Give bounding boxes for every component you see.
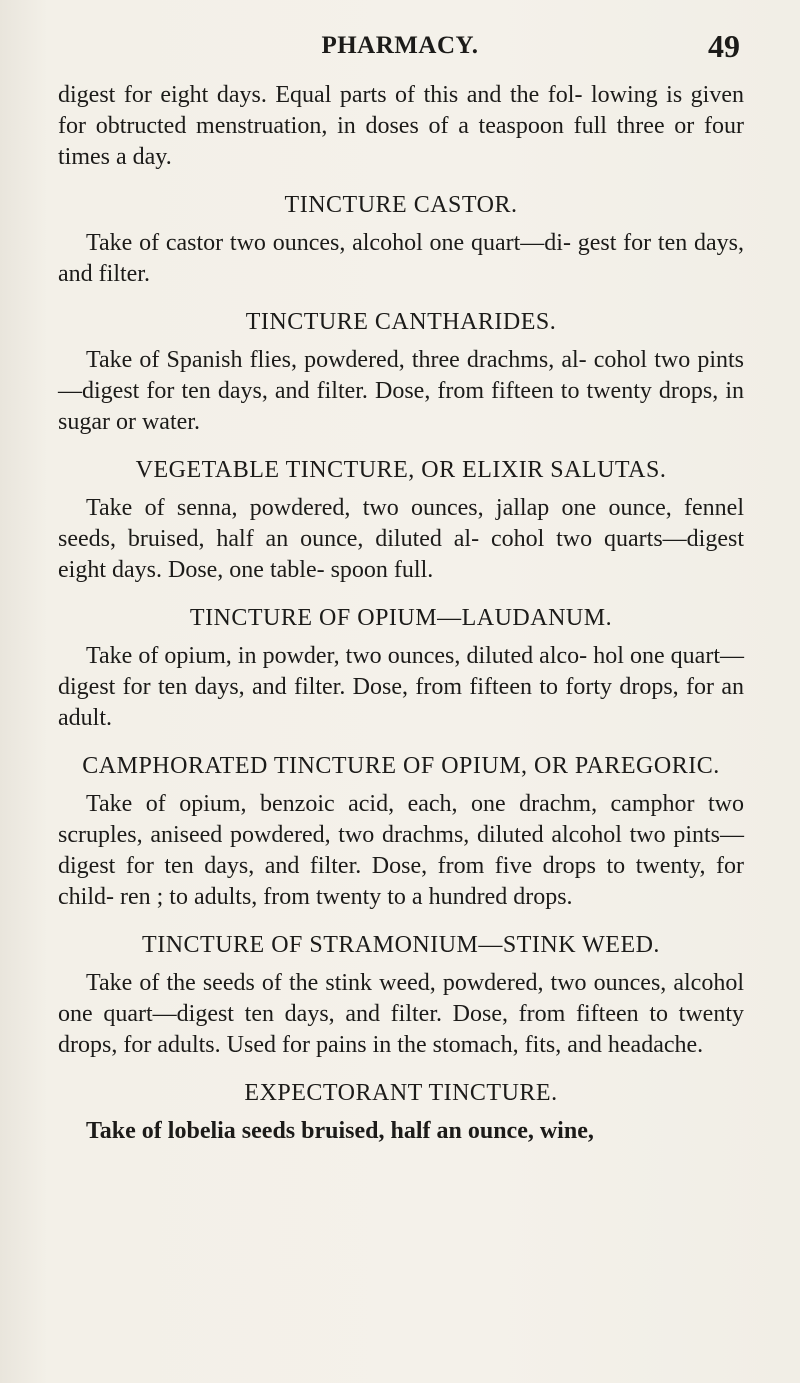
section-text-stramonium: Take of the seeds of the stink weed, powdered, two ounces, alcohol one quart—digest ten days, and filter. Dose, from fifteen to twenty drops, for adults. Used for pains in the stomach, fits, and headache. [58, 970, 744, 1058]
section-text-tincture-cantharides: Take of Spanish flies, powdered, three drachms, al- cohol two pints—digest for ten days, and filter. Dose, from fifteen to twenty drops, in sugar or water. [58, 347, 744, 435]
running-head [60, 28, 740, 72]
section-heading-stramonium: TINCTURE OF STRAMONIUM—STINK WEED. [142, 932, 660, 958]
section-text-tincture-castor: Take of castor two ounces, alcohol one quart—di- gest for ten days, and filter. [58, 230, 744, 287]
section-heading-vegetable-tincture: VEGETABLE TINCTURE, OR ELIXIR SALUTAS. [135, 457, 667, 483]
section-heading-laudanum: TINCTURE OF OPIUM—LAUDANUM. [189, 605, 613, 631]
section-heading-tincture-castor: TINCTURE CASTOR. [284, 192, 518, 218]
section-text-laudanum: Take of opium, in powder, two ounces, diluted alco- hol one quart—digest for ten days, and filter. Dose, from fifteen to forty drops, for an adult. [58, 643, 744, 731]
section-heading-paregoric: CAMPHORATED TINCTURE OF OPIUM, OR PAREGORIC. [82, 753, 720, 779]
page-number: 49 [708, 28, 740, 64]
section-heading-expectorant-tincture: EXPECTORANT TINCTURE. [244, 1080, 558, 1106]
running-title: PHARMACY. [321, 32, 479, 59]
section-text-expectorant-tincture: Take of lobelia seeds bruised, half an ounce, wine, [86, 1118, 594, 1144]
page-body [58, 80, 744, 1147]
section-heading-tincture-cantharides: TINCTURE CANTHARIDES. [245, 309, 557, 335]
opening-paragraph: digest for eight days. Equal parts of this and the fol- lowing is given for obtructed menstruation, in doses of a teaspoon full three or four times a day. [58, 82, 744, 170]
section-text-paregoric: Take of opium, benzoic acid, each, one drachm, camphor two scruples, aniseed powdered, two drachms, diluted alcohol two pints—digest for ten days, and filter. Dose, from five drops to twenty, for child- ren ; to adults, from twenty to a hundred drops. [58, 791, 744, 910]
section-text-vegetable-tincture: Take of senna, powdered, two ounces, jallap one ounce, fennel seeds, bruised, half an ounce, diluted al- cohol two quarts—digest eight days. Dose, one table- spoon full. [58, 495, 744, 583]
